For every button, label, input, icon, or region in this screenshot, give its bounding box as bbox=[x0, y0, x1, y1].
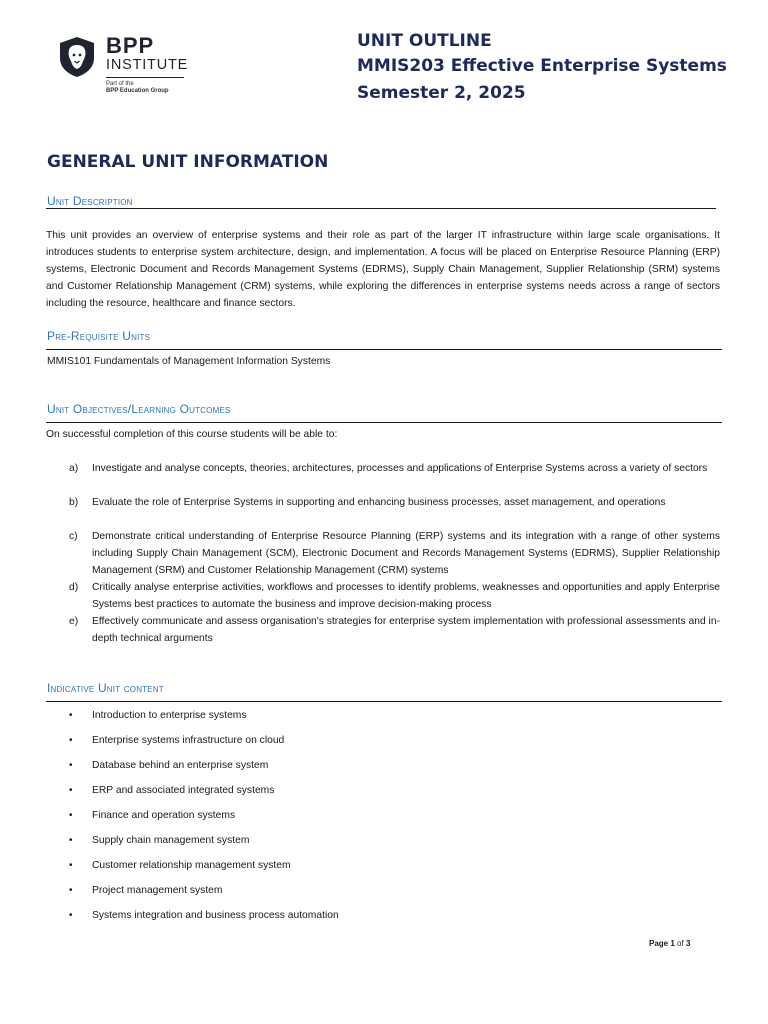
page-number bbox=[649, 939, 690, 948]
objective-letter: d) bbox=[69, 582, 79, 593]
bullet-icon: • bbox=[69, 860, 73, 871]
header-unit-outline: UNIT OUTLINE bbox=[357, 31, 492, 51]
unit-description-rule bbox=[46, 208, 716, 209]
logo-divider bbox=[106, 77, 184, 78]
list-item-text: Systems integration and business process automation bbox=[92, 910, 339, 921]
page-of: of bbox=[677, 939, 684, 948]
header-unit-name: MMIS203 Effective Enterprise Systems bbox=[357, 56, 727, 76]
objective-text: Evaluate the role of Enterprise Systems in supporting and enhancing business processes, asset management, and operations bbox=[92, 497, 666, 508]
objectives-rule bbox=[46, 422, 722, 423]
list-item-text: Database behind an enterprise system bbox=[92, 760, 269, 771]
page-word: Page bbox=[649, 939, 669, 948]
bullet-icon: • bbox=[69, 735, 73, 746]
unit-description-text: This unit provides an overview of enterprise systems and their role as part of the larger IT infrastructure within large scale organisations. It introduces students to enterprise system architecture, design, and implementation. A focus will be placed on Enterprise Resource Planning (ERP) systems, Electronic Document and Records Management Systems (EDRMS), Supply Chain Management, Supplier Relationship (SRM) systems and Customer Relationship Management (CRM) systems, while exploring the differences in enterprise systems needs across a range of sectors including the resource, healthcare and finance sectors. bbox=[46, 230, 720, 309]
content-heading: Indicative Unit content bbox=[47, 681, 164, 695]
objective-text: Effectively communicate and assess organisation's strategies for enterprise system implementation with professional assessments and in-depth technical arguments bbox=[92, 616, 720, 644]
prerequisite-text: MMIS101 Fundamentals of Management Information Systems bbox=[47, 356, 331, 367]
list-item-text: Introduction to enterprise systems bbox=[92, 710, 247, 721]
list-item-text: Customer relationship management system bbox=[92, 860, 291, 871]
objective-letter: a) bbox=[69, 463, 79, 474]
list-item-text: Project management system bbox=[92, 885, 223, 896]
objective-letter: e) bbox=[69, 616, 79, 627]
unit-description-heading: Unit Description bbox=[47, 194, 133, 208]
lion-shield-icon bbox=[58, 36, 96, 78]
page-title: GENERAL UNIT INFORMATION bbox=[47, 152, 329, 172]
prerequisite-rule bbox=[46, 349, 722, 350]
list-item-text: Enterprise systems infrastructure on cloud bbox=[92, 735, 285, 746]
page-total: 3 bbox=[685, 939, 691, 948]
content-rule bbox=[46, 701, 722, 702]
prerequisite-heading: Pre-Requisite Units bbox=[47, 329, 151, 343]
list-item-text: Finance and operation systems bbox=[92, 810, 236, 821]
objective-text: Demonstrate critical understanding of Enterprise Resource Planning (ERP) systems and its integration with a range of other systems including Supply Chain Management (SCM), Electronic Document and Records Management Systems (EDRMS), Supplier Relationship Management (SRM) and Customer Relationship Management (CRM) systems bbox=[92, 531, 720, 576]
header-semester: Semester 2, 2025 bbox=[357, 83, 526, 103]
logo-group-text: BPP Education Group bbox=[106, 88, 169, 94]
bullet-icon: • bbox=[69, 910, 73, 921]
bullet-icon: • bbox=[69, 885, 73, 896]
list-item-text: ERP and associated integrated systems bbox=[92, 785, 275, 796]
logo-part-of-text: Part of the bbox=[106, 81, 134, 87]
bullet-icon: • bbox=[69, 785, 73, 796]
logo-brand: BPP bbox=[106, 33, 155, 58]
bullet-icon: • bbox=[69, 760, 73, 771]
objective-text: Critically analyse enterprise activities, workflows and processes to identify problems, weaknesses and opportunities and apply Enterprise Systems best practices to automate the business and improve decision-making process bbox=[92, 582, 720, 610]
page-current: 1 bbox=[670, 939, 675, 948]
objective-letter: c) bbox=[69, 531, 78, 542]
objective-text: Investigate and analyse concepts, theories, architectures, processes and applications of Enterprise Systems across a variety of sectors bbox=[92, 463, 708, 474]
objectives-intro: On successful completion of this course students will be able to: bbox=[46, 429, 338, 440]
logo-part-of bbox=[106, 81, 169, 95]
objectives-heading: Unit Objectives/Learning Outcomes bbox=[47, 402, 231, 416]
bullet-icon: • bbox=[69, 810, 73, 821]
list-item-text: Supply chain management system bbox=[92, 835, 250, 846]
logo-subtitle: INSTITUTE bbox=[106, 57, 189, 73]
bullet-icon: • bbox=[69, 835, 73, 846]
bpp-institute-logo bbox=[58, 34, 198, 104]
bullet-icon: • bbox=[69, 710, 73, 721]
objective-letter: b) bbox=[69, 497, 79, 508]
